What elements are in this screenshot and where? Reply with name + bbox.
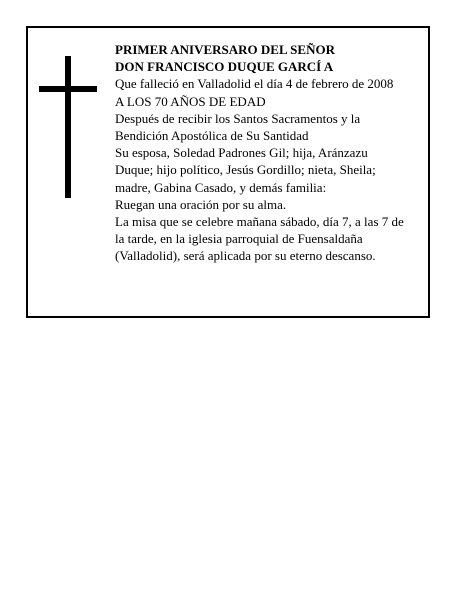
- sacraments-line-1: Después de recibir los Santos Sacramentos y la: [115, 110, 361, 126]
- death-info-line: Que falleció en Valladolid el día 4 de febrero de 2008: [115, 76, 394, 92]
- obituary-notice: [26, 26, 430, 318]
- family-line-3: madre, Gabina Casado, y demás familia:: [115, 179, 327, 195]
- mass-info-line-3: (Valladolid), será aplicada por su eterno descanso.: [115, 248, 376, 264]
- family-line-1: Su esposa, Soledad Padrones Gil; hija, Aránzazu: [115, 145, 368, 161]
- notice-text: [115, 41, 425, 265]
- heading-line-2: DON FRANCISCO DUQUE GARCÍ A: [115, 59, 334, 75]
- mass-info-line-1: La misa que se celebre mañana sábado, día 7, a las 7 de: [115, 214, 404, 230]
- cross-horizontal-bar: [39, 86, 97, 92]
- prayer-request-line: Ruegan una oración por su alma.: [115, 196, 287, 212]
- sacraments-line-2: Bendición Apostólica de Su Santidad: [115, 128, 309, 144]
- age-line: A LOS 70 AÑOS DE EDAD: [115, 93, 266, 109]
- mass-info-line-2: la tarde, en la iglesia parroquial de Fuensaldaña: [115, 231, 363, 247]
- heading-line-1: PRIMER ANIVERSARO DEL SEÑOR: [115, 42, 335, 57]
- cross-vertical-bar: [65, 56, 71, 198]
- family-line-2: Duque; hijo político, Jesús Gordillo; nieta, Sheila;: [115, 162, 376, 178]
